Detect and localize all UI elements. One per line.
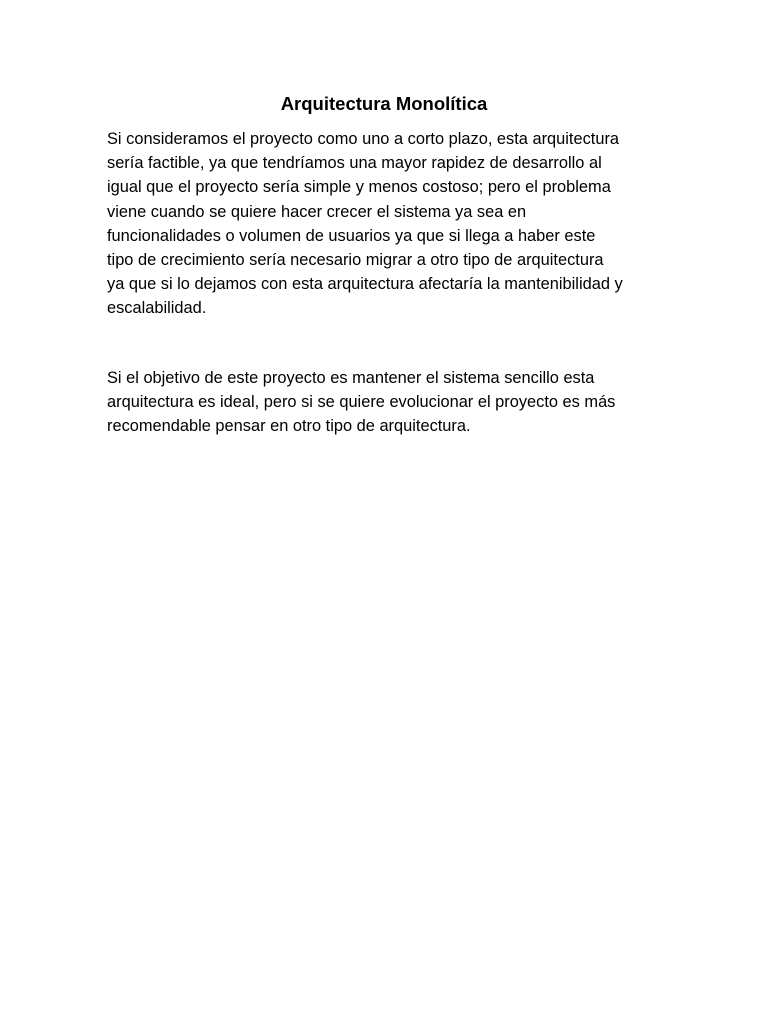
paragraph-line: tipo de crecimiento sería necesario migrar a otro tipo de arquitectura <box>107 251 604 270</box>
paragraph-line: escalabilidad. <box>107 299 207 318</box>
paragraph-line: igual que el proyecto sería simple y menos costoso; pero el problema <box>107 178 611 197</box>
paragraph-line: sería factible, ya que tendríamos una mayor rapidez de desarrollo al <box>107 154 602 173</box>
paragraph-line: Si el objetivo de este proyecto es mantener el sistema sencillo esta <box>107 369 595 387</box>
paragraph-line: recomendable pensar en otro tipo de arquitectura. <box>107 417 471 436</box>
paragraph-line: viene cuando se quiere hacer crecer el sistema ya sea en <box>107 202 527 221</box>
paragraph-line: arquitectura es ideal, pero si se quiere evolucionar el proyecto es más <box>107 393 616 412</box>
paragraph-line: ya que si lo dejamos con esta arquitectura afectaría la mantenibilidad y <box>107 275 623 294</box>
paragraph-line: funcionalidades o volumen de usuarios ya que si llega a haber este <box>107 226 596 245</box>
paragraph-1 <box>107 127 667 321</box>
paragraph-2 <box>107 366 667 439</box>
paragraph-line: Si consideramos el proyecto como uno a corto plazo, esta arquitectura <box>107 130 620 148</box>
document-title: Arquitectura Monolítica <box>280 93 488 114</box>
